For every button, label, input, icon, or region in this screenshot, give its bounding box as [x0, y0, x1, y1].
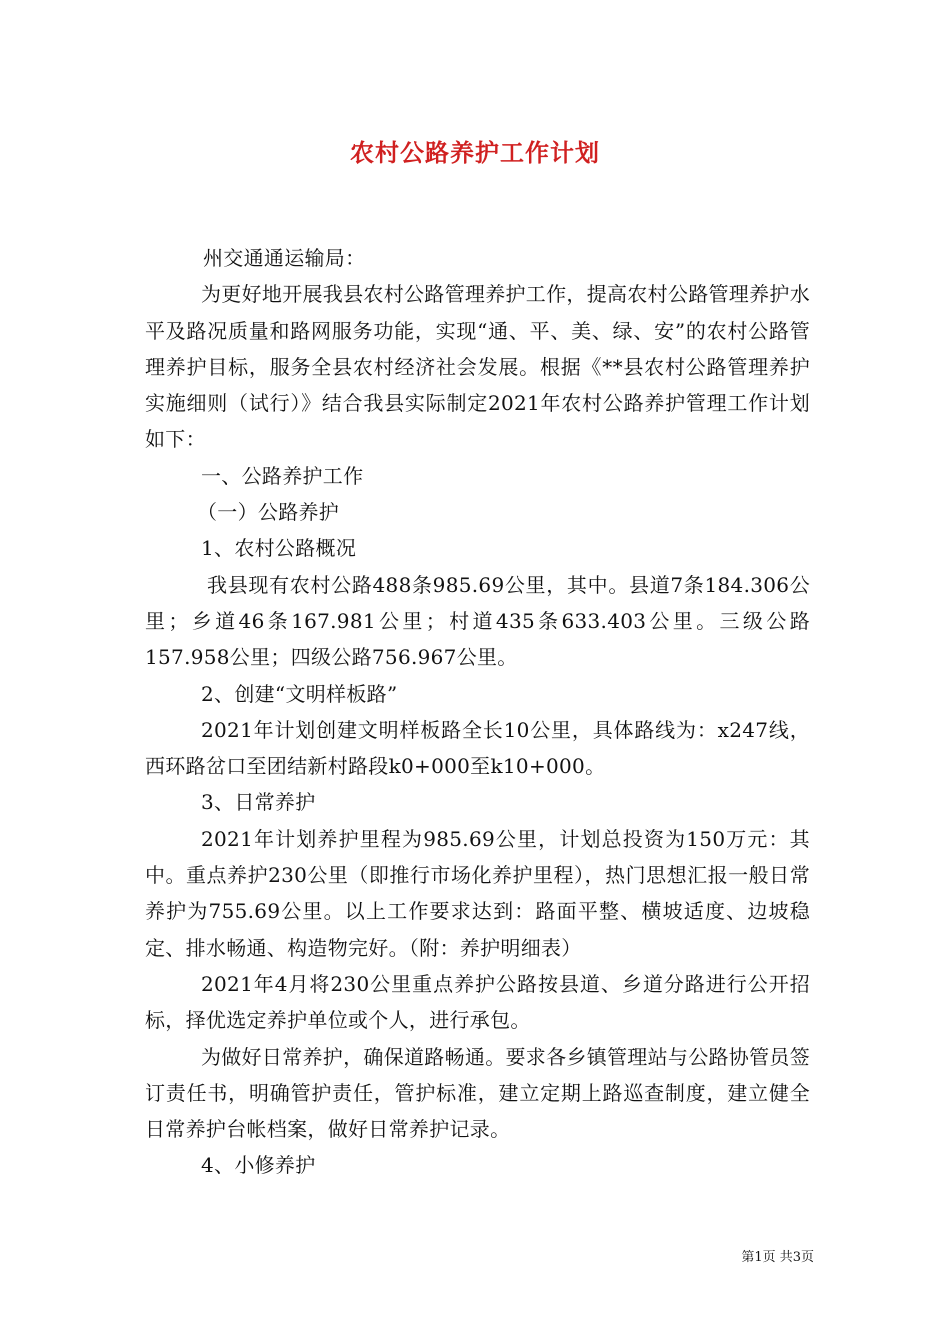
subsection-heading-1: （一）公路养护: [197, 500, 340, 525]
responsibility-paragraph: 为做好日常养护，确保道路畅通。要求各乡镇管理站与公路协管员签订责任书，明确管护责任，管护标准，建立定期上路巡查制度，建立健全日常养护台帐档案，做好日常养护记录。: [145, 1044, 810, 1142]
page-number-footer: 第1页 共3页: [741, 1250, 814, 1265]
document-title: 农村公路养护工作计划: [350, 138, 600, 167]
road-overview-paragraph: 我县现有农村公路488条985.69公里，其中。县道7条184.306公里；乡道46条167.981公里；村道435条633.403公里。三级公路157.958公里；四级公路756.967公里。: [145, 572, 810, 670]
document-body: [145, 240, 810, 1184]
tender-paragraph: 2021年4月将230公里重点养护公路按县道、乡道分路进行公开招标，择优选定养护单位或个人，进行承包。: [145, 971, 810, 1033]
model-road-paragraph: 2021年计划创建文明样板路全长10公里，具体路线为：x247线，西环路岔口至团结新村路段k0+000至k10+000。: [145, 717, 810, 779]
item-heading-4: 4、小修养护: [201, 1153, 316, 1178]
item-heading-3: 3、日常养护: [201, 790, 316, 815]
item-heading-2: 2、创建“文明样板路”: [201, 681, 398, 706]
addressee-line: 州交通通运输局：: [203, 246, 366, 270]
section-heading-1: 一、公路养护工作: [201, 463, 364, 488]
daily-maintenance-paragraph: 2021年计划养护里程为985.69公里，计划总投资为150万元：其中。重点养护230公里（即推行市场化养护里程），热门思想汇报一般日常养护为755.69公里。以上工作要求达到：路面平整、横坡适度、边坡稳定、排水畅通、构造物完好。（附：养护明细表）: [145, 826, 810, 960]
item-heading-1: 1、农村公路概况: [201, 536, 357, 561]
intro-paragraph: 为更好地开展我县农村公路管理养护工作，提高农村公路管理养护水平及路况质量和路网服务功能，实现“通、平、美、绿、安”的农村公路管理养护目标，服务全县农村经济社会发展。根据《**县农村公路管理养护实施细则（试行）》结合我县实际制定2021年农村公路养护管理工作计划如下：: [145, 282, 810, 452]
